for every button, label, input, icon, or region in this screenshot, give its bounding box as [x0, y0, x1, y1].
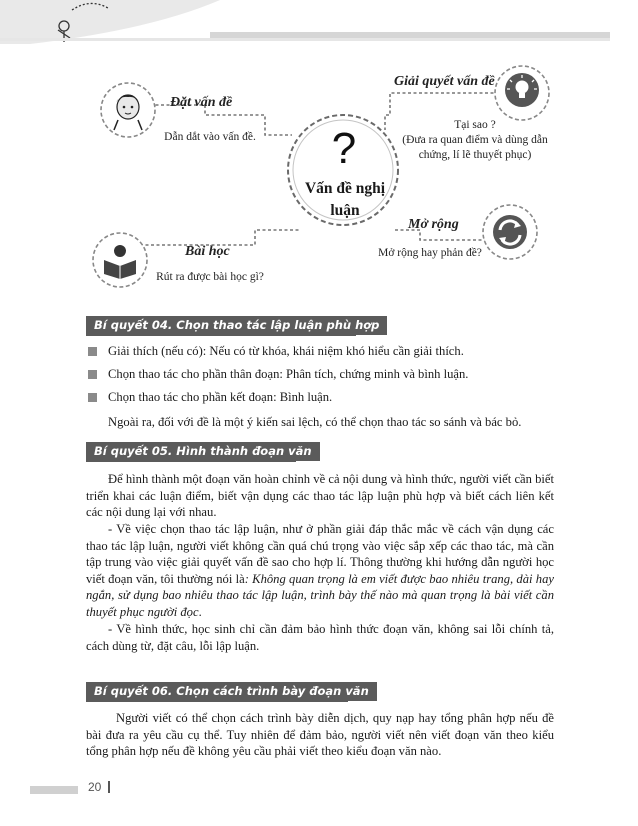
paragraph-text: - Về việc chọn thao tác lập luận, như ở phần giải đáp thắc mắc về cách vận dụng các thao tác lập luận, người viết không cần quá chú trọng vào việc sắp xếp các thao tác, mà cần tập trung vào việc giải quyết vấn đề sao cho hợp lí. Thông thường khi hướng dẫn người học viết đoạn văn, tôi thường nói là: [86, 522, 554, 586]
bullet-item: Chọn thao tác cho phần kết đoạn: Bình luận.: [108, 390, 333, 404]
section-title-06: Bí quyết 06. Chọn cách trình bày đoạn văn: [86, 682, 377, 701]
paragraph-italic-text: : Không quan trọng là em viết được bao nhiêu trang, dài hay ngắn, sử dụng bao nhiêu thao tác lập luận, trình bày thế nào mà quan trọng là bài viết cần thuyết phục người đọc: [86, 571, 554, 619]
refresh-icon: [493, 215, 527, 249]
page-number: 20: [88, 780, 102, 794]
section5-paragraph-3: - Về hình thức, học sinh chỉ cần đảm bảo hình thức đoạn văn, không sai lỗi chính tả, cách dùng từ, đặt câu, lỗi lập luận.: [86, 622, 554, 653]
section-title-05: Bí quyết 05. Hình thành đoạn văn: [86, 442, 320, 461]
section4-note: Ngoài ra, đối với đề là một ý kiến sai lệch, có thể chọn thao tác so sánh và bác bỏ.: [108, 415, 522, 429]
section-rule: [86, 335, 356, 336]
section5-paragraph-1: Để hình thành một đoạn văn hoàn chỉnh về cả nội dung và hình thức, người viết cần biết triển khai các luận điểm, biết vận dụng các thao tác lập luận phù hợp và biết cách liên kết các nội dung lại với nhau.: [86, 472, 554, 520]
section5-paragraph-2: [86, 521, 554, 621]
question-mark-icon: ?: [331, 124, 357, 173]
header-rule: [0, 38, 610, 41]
node-text-bai-hoc: Rút ra được bài học gì?: [156, 271, 264, 283]
section6-paragraph-1: Người viết có thể chọn cách trình bày diễn dịch, quy nạp hay tổng phân hợp nếu đề bài đưa ra yêu cầu cụ thể. Tuy nhiên để đảm bảo, người viết nên viết đoạn văn theo kiểu tổng phân hợp nếu đề không yêu cầu phải viết theo kiểu đoạn văn nào.: [86, 711, 554, 759]
node-title-giai-quyet: Giải quyết vấn đề: [394, 74, 495, 89]
node-text-giai-quyet: [390, 118, 560, 163]
center-title: Vấn đề nghị luận: [304, 180, 386, 219]
node-text-dat-van-de: Dẫn dắt vào vấn đề.: [164, 131, 256, 143]
section-rule: [86, 701, 348, 702]
bullet-square: [88, 393, 97, 402]
bullet-item: Giải thích (nếu có): Nếu có từ khóa, khái niệm khó hiểu cần giải thích.: [108, 344, 464, 358]
bullet-item: Chọn thao tác cho phần thân đoạn: Phân tích, chứng minh và bình luận.: [108, 367, 469, 381]
node-title-bai-hoc: Bài học: [185, 244, 230, 259]
bullet-square: [88, 370, 97, 379]
section-title-04: Bí quyết 04. Chọn thao tác lập luận phù hợp: [86, 316, 387, 335]
paragraph-text: .: [198, 604, 202, 619]
page-number-divider: [108, 781, 110, 793]
node-text-line: chứng, lí lẽ thuyết phục): [418, 149, 532, 161]
section-rule: [86, 461, 296, 462]
bullet-square: [88, 347, 97, 356]
node-text-line: (Đưa ra quan điểm và dùng dẫn: [402, 134, 548, 146]
node-text-line: Tại sao ?: [454, 119, 496, 131]
node-title-mo-rong: Mở rộng: [408, 217, 459, 232]
node-title-dat-van-de: Đặt vấn đề: [170, 95, 233, 110]
node-text-mo-rong: Mở rộng hay phản đề?: [378, 247, 482, 259]
lightbulb-icon: [505, 73, 539, 107]
footer-bar: [30, 786, 78, 794]
